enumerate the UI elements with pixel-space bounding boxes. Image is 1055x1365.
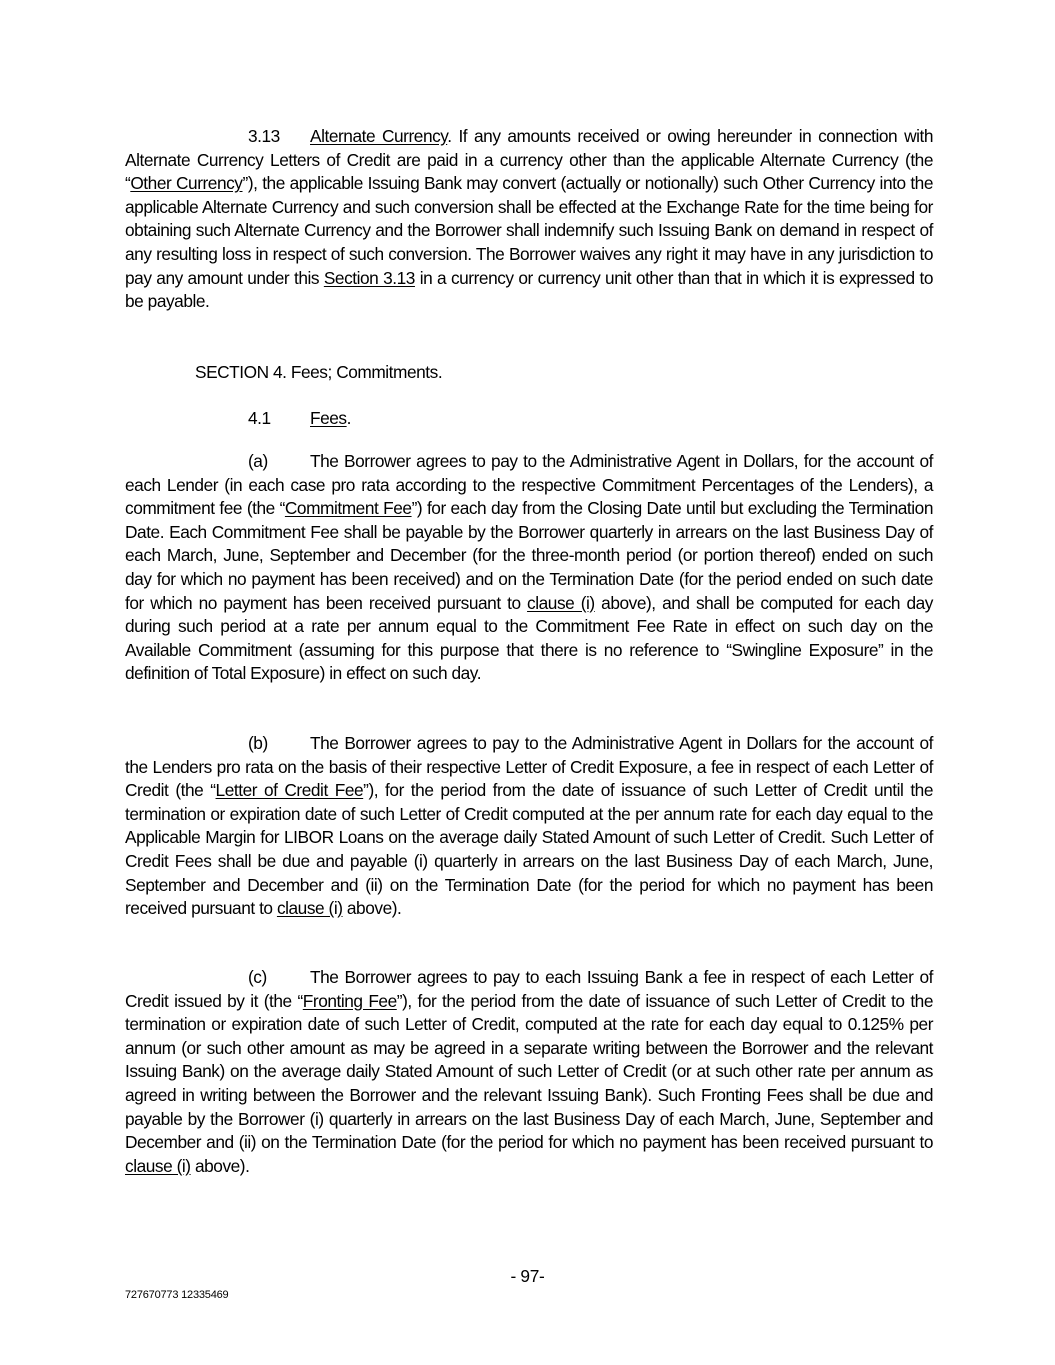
section-4-1-heading: 4.1 Fees. xyxy=(248,407,351,431)
defined-term: Letter of Credit Fee xyxy=(215,780,364,801)
section-title: Fees xyxy=(310,408,347,428)
section-3-13-paragraph: 3.13 Alternate Currency. If any amounts received or owing hereunder in connection with Alternate Currency Letters of Credit are paid in a currency other than the applicable Alternate Currency (the “Other Currency”), the applicable Issuing Bank may convert (actually or notionally) such Other Currency into the applicable Alternate Currency and such conversion shall be effected at the Exchange Rate for the time being for obtaining such Alternate Currency and the Borrower shall indemnify such Issuing Bank on demand in respect of any resulting loss in respect of such conversion. The Borrower waives any right it may have in any jurisdiction to pay any amount under this Section 3.13 in a currency or currency unit other than that in which it is expressed to be payable. xyxy=(125,126,934,312)
clause-label: (a) xyxy=(248,451,268,471)
paragraph-b: (b) The Borrower agrees to pay to the Administrative Agent in Dollars for the account of the Lenders pro rata on the basis of their respective Letter of Credit Exposure, a fee in respect of each Letter of Credit (the “Letter of Credit Fee”), for the period from the date of issuance of such Letter of Credit until the termination or expiration date of such Letter of Credit computed at the per annum rate for each day equal to the Applicable Margin for LIBOR Loans on the average daily Stated Amount of such Letter of Credit. Such Letter of Credit Fees shall be due and payable (i) quarterly in arrears on the last Business Day of each March, June, September and December and (ii) on the Termination Date (for the period for which no payment has been received pursuant to clause (i) above). xyxy=(125,733,934,919)
page-number: - 97- xyxy=(510,1266,545,1286)
section-title: Alternate Currency xyxy=(310,126,448,146)
clause-label: (b) xyxy=(248,733,268,753)
document-id: 727670773 12335469 xyxy=(125,1289,229,1301)
defined-term: Commitment Fee xyxy=(284,498,412,519)
section-4-heading: SECTION 4. Fees; Commitments. xyxy=(195,362,443,382)
defined-term: Fronting Fee xyxy=(302,990,397,1011)
cross-reference: clause (i) xyxy=(276,898,343,919)
paragraph-c: (c) The Borrower agrees to pay to each Issuing Bank a fee in respect of each Letter of Credit issued by it (the “Fronting Fee”), for the period from the date of issuance of such Letter of Credit to the termination or expiration date of such Letter of Credit, computed at the rate for each day equal to 0.125% per annum (or such other amount as may be agreed in a separate writing between the Borrower and the relevant Issuing Bank) on the average daily Stated Amount of such Letter of Credit (or at such other rate per annum as agreed in writing between the Borrower and the relevant Issuing Bank). Such Fronting Fees shall be due and payable by the Borrower (i) quarterly in arrears on the last Business Day of each March, June, September and December and (ii) on the Termination Date (for the period for which no payment has been received pursuant to clause (i) above). xyxy=(125,967,933,1176)
clause-label: (c) xyxy=(248,967,267,987)
paragraph-a: (a) The Borrower agrees to pay to the Administrative Agent in Dollars, for the account of each Lender (in each case pro rata according to the respective Commitment Percentages of the Lenders), a commitment fee (the “Commitment Fee”) for each day from the Closing Date until but excluding the Termination Date. Each Commitment Fee shall be payable by the Borrower quarterly in arrears on the last Business Day of each March, June, September and December (for the three-month period (or portion thereof) ended on such day for which no payment has been received) and on the Termination Date (for the period ended on such date for which no payment has been received pursuant to clause (i) above), and shall be computed for each day during such period at a rate per annum equal to the Commitment Fee Rate in effect on such day on the Available Commitment (assuming for this purpose that there is no reference to “Swingline Exposure” in the definition of Total Exposure) in effect on such day. xyxy=(125,451,933,684)
defined-term: Other Currency xyxy=(130,173,243,194)
cross-reference: clause (i) xyxy=(527,592,595,613)
cross-reference: Section 3.13 xyxy=(323,267,415,288)
cross-reference: clause (i) xyxy=(125,1155,191,1176)
section-number: 4.1 xyxy=(248,408,271,428)
section-number: 3.13 xyxy=(248,126,280,146)
